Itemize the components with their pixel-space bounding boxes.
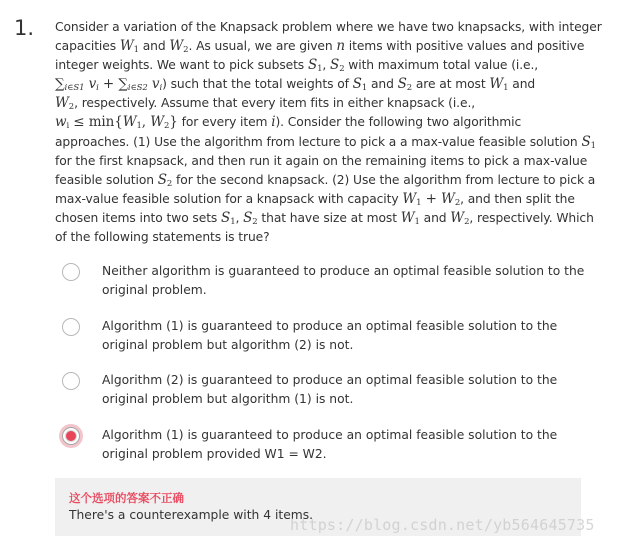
option-label[interactable]: Algorithm (1) is guaranteed to produce an optimal feasible solution to the original problem but algorithm (2) is not. [102, 319, 558, 353]
question-line: $W_2$, respectively. Assume that every item fits in either knapsack (i.e., [55, 95, 476, 113]
question-line: Consider a variation of the Knapsack problem where we have two knapsacks, with integer [55, 20, 602, 34]
option-label[interactable]: Algorithm (2) is guaranteed to produce an optimal feasible solution to the original problem but algorithm (1) is not. [102, 373, 558, 407]
question-line: max-value feasible solution for a knapsack with capacity $W_1 + W_2$, and then split the [55, 190, 575, 208]
option-label[interactable]: Neither algorithm is guaranteed to produce an optimal feasible solution to the original problem. [102, 264, 585, 298]
question-line: $w_i \le \min\{W_1$, $W_2$} for every item i). Consider the following two algorithmic [55, 114, 522, 132]
radio-button[interactable] [62, 318, 80, 336]
feedback-text: There's a counterexample with 4 items. [69, 508, 314, 522]
question-line: capacities $W_1$ and $W_2$. As usual, we are given n items with positive values and positive [55, 38, 585, 56]
question-line: of the following statements is true? [55, 230, 270, 245]
watermark: https://blog.csdn.net/yb564645735 [290, 516, 595, 534]
question-line: feasible solution $S_2$ for the second knapsack. (2) Use the algorithm from lecture to pick a [55, 171, 596, 189]
question-line: approaches. (1) Use the algorithm from lecture to pick a a max-value feasible solution $S_1$ [55, 133, 596, 151]
question-line: integer weights. We want to pick subsets $S_1$, $S_2$ with maximum total value (i.e., [55, 57, 539, 75]
question-line: for the first knapsack, and then run it again on the remaining items to pick a max-value [55, 153, 588, 168]
radio-button[interactable] [62, 263, 80, 281]
question-number: 1. [14, 16, 35, 40]
radio-button[interactable] [62, 372, 80, 390]
feedback-title: 这个选项的答案不正确 [69, 491, 184, 505]
question-line: $\sum_{i\in S1}$ $v_i + \sum_{i\in S2}$ $v_i$) such that the total weights of $S_1$ and $S_2$ are at most $W_1$ and [55, 76, 536, 94]
question-text [55, 18, 602, 247]
radio-button-selected[interactable] [62, 427, 80, 445]
question-line: chosen items into two sets $S_1$, $S_2$ that have size at most $W_1$ and $W_2$, respectively. Which [55, 209, 594, 227]
option-label[interactable]: Algorithm (1) is guaranteed to produce an optimal feasible solution to the original problem provided W1 = W2. [102, 428, 558, 462]
